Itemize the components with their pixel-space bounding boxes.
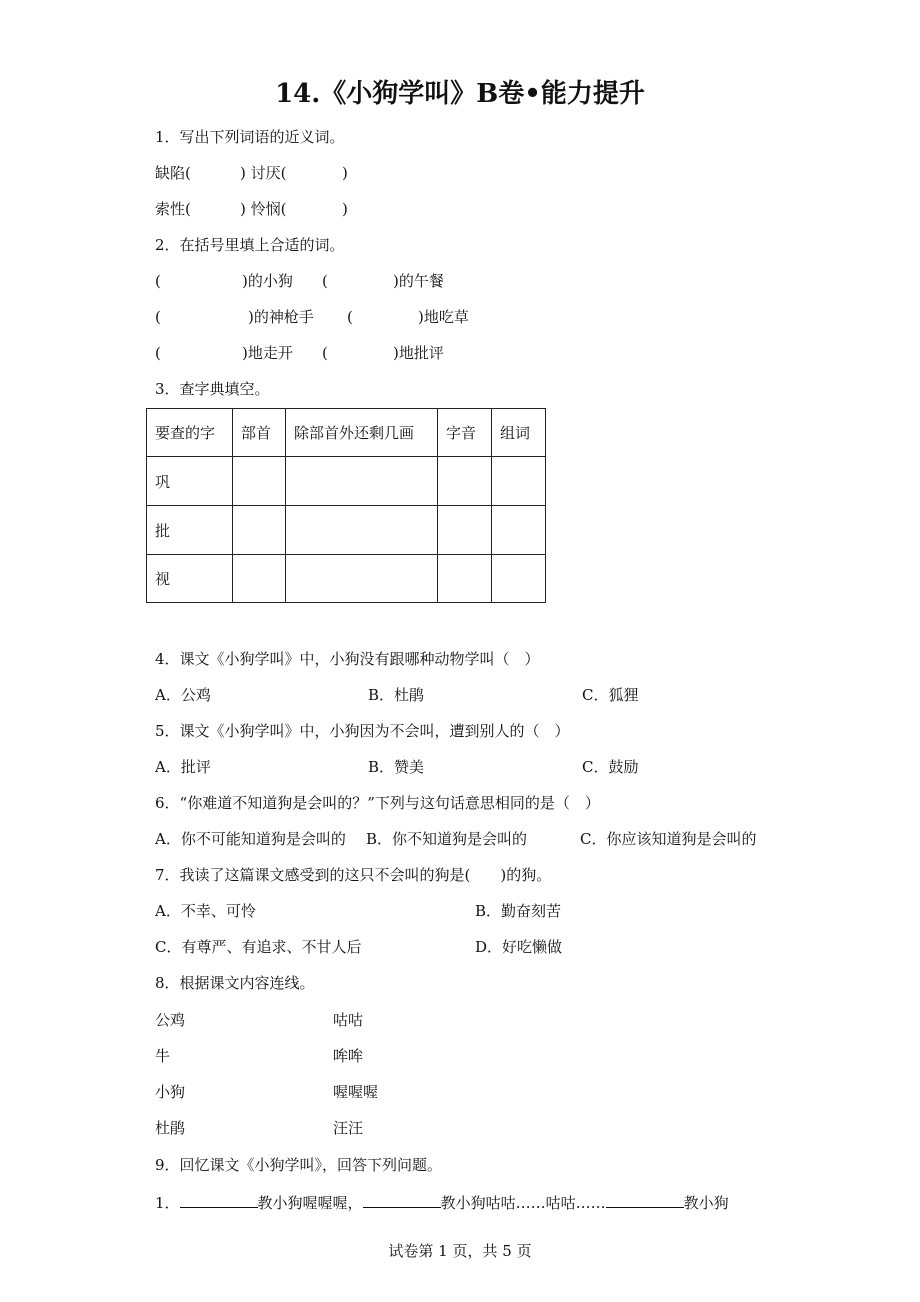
header-strokes: 除部首外还剩几画 — [286, 409, 438, 457]
q4-option-a[interactable]: A．公鸡 — [155, 686, 211, 704]
q7-prompt: 7．我读了这篇课文感受到的这只不会叫的狗是( )的狗。 — [155, 866, 552, 884]
q7-option-d[interactable]: D．好吃懒做 — [475, 938, 563, 956]
answer-blank[interactable] — [606, 1191, 684, 1208]
q4-prompt: 4．课文《小狗学叫》中，小狗没有跟哪种动物学叫（ ） — [155, 650, 540, 668]
q8-sound[interactable]: 汪汪 — [333, 1119, 364, 1137]
answer-cell[interactable] — [233, 457, 286, 506]
row-char: 批 — [147, 506, 233, 555]
q2-open: ( — [155, 344, 161, 362]
q3-prompt: 3．查字典填空。 — [155, 380, 270, 398]
answer-cell[interactable] — [438, 555, 492, 603]
answer-blank[interactable] — [180, 1191, 258, 1208]
q4-option-c[interactable]: C．狐狸 — [582, 686, 639, 704]
header-radical: 部首 — [233, 409, 286, 457]
dictionary-table — [146, 408, 546, 603]
answer-cell[interactable] — [286, 555, 438, 603]
q2-open: ( — [155, 272, 161, 290]
q9-text: 教小狗咕咕……咕咕…… — [440, 1194, 606, 1212]
q1-word-4: ) 怜悯( — [240, 200, 287, 218]
q1-word-1: 缺陷( — [155, 164, 191, 182]
q2-open: ( — [322, 344, 328, 362]
page-title: 14.《小狗学叫》B卷•能力提升 — [275, 79, 645, 109]
q5-option-a[interactable]: A．批评 — [155, 758, 211, 776]
q2-phrase: )地走开 — [242, 344, 293, 362]
header-pinyin: 字音 — [438, 409, 492, 457]
answer-cell[interactable] — [438, 506, 492, 555]
q1-word-3: 索性( — [155, 200, 191, 218]
q5-option-b[interactable]: B．赞美 — [368, 758, 425, 776]
q8-animal[interactable]: 公鸡 — [155, 1011, 186, 1029]
q8-animal[interactable]: 杜鹃 — [155, 1119, 186, 1137]
q2-open: ( — [155, 308, 161, 326]
q2-open: ( — [322, 272, 328, 290]
answer-cell[interactable] — [286, 457, 438, 506]
q5-option-c[interactable]: C．鼓励 — [582, 758, 639, 776]
answer-cell[interactable] — [438, 457, 492, 506]
q7-option-b[interactable]: B．勤奋刻苦 — [475, 902, 562, 920]
q9-num: 1． — [155, 1194, 180, 1212]
header-char: 要查的字 — [147, 409, 233, 457]
answer-cell[interactable] — [233, 506, 286, 555]
page-footer: 试卷第 1 页，共 5 页 — [388, 1242, 532, 1260]
q2-phrase: )地批评 — [393, 344, 444, 362]
table-row — [147, 555, 546, 603]
q7-option-c[interactable]: C．有尊严、有追求、不甘人后 — [155, 938, 362, 956]
q7-option-a[interactable]: A．不幸、可怜 — [155, 902, 256, 920]
q6-option-c[interactable]: C．你应该知道狗是会叫的 — [580, 830, 757, 848]
q8-sound[interactable]: 喔喔喔 — [333, 1083, 379, 1101]
q5-prompt: 5．课文《小狗学叫》中，小狗因为不会叫，遭到别人的（ ） — [155, 722, 570, 740]
answer-cell[interactable] — [492, 555, 546, 603]
answer-blank[interactable] — [363, 1191, 441, 1208]
row-char: 巩 — [147, 457, 233, 506]
q8-sound[interactable]: 哞哞 — [333, 1047, 364, 1065]
q9-prompt: 9．回忆课文《小狗学叫》，回答下列问题。 — [155, 1156, 443, 1174]
q1-prompt: 1．写出下列词语的近义词。 — [155, 128, 345, 146]
q8-animal[interactable]: 小狗 — [155, 1083, 186, 1101]
q8-sound[interactable]: 咕咕 — [333, 1011, 364, 1029]
q2-open: ( — [347, 308, 353, 326]
q8-prompt: 8．根据课文内容连线。 — [155, 974, 315, 992]
q2-phrase: )的小狗 — [242, 272, 293, 290]
q1-close-1: ) — [342, 164, 348, 182]
q2-phrase: )的神枪手 — [248, 308, 314, 326]
q9-text: 教小狗 — [683, 1194, 729, 1212]
header-words: 组词 — [492, 409, 546, 457]
q6-option-a[interactable]: A．你不可能知道狗是会叫的 — [155, 830, 346, 848]
q9-text: 教小狗喔喔喔， — [257, 1194, 363, 1212]
answer-cell[interactable] — [233, 555, 286, 603]
q1-word-2: ) 讨厌( — [240, 164, 287, 182]
q1-close-2: ) — [342, 200, 348, 218]
q4-option-b[interactable]: B．杜鹃 — [368, 686, 425, 704]
answer-cell[interactable] — [492, 457, 546, 506]
q6-option-b[interactable]: B．你不知道狗是会叫的 — [366, 830, 528, 848]
q2-phrase: )地吃草 — [418, 308, 469, 326]
table-row — [147, 457, 546, 506]
table-header-row — [147, 409, 546, 457]
answer-cell[interactable] — [492, 506, 546, 555]
q9-fill-line — [155, 1191, 729, 1213]
q2-prompt: 2．在括号里填上合适的词。 — [155, 236, 345, 254]
answer-cell[interactable] — [286, 506, 438, 555]
q8-animal[interactable]: 牛 — [155, 1047, 171, 1065]
q2-phrase: )的午餐 — [393, 272, 444, 290]
row-char: 视 — [147, 555, 233, 603]
table-row — [147, 506, 546, 555]
q6-prompt: 6．“你难道不知道狗是会叫的？”下列与这句话意思相同的是（ ） — [155, 794, 600, 812]
